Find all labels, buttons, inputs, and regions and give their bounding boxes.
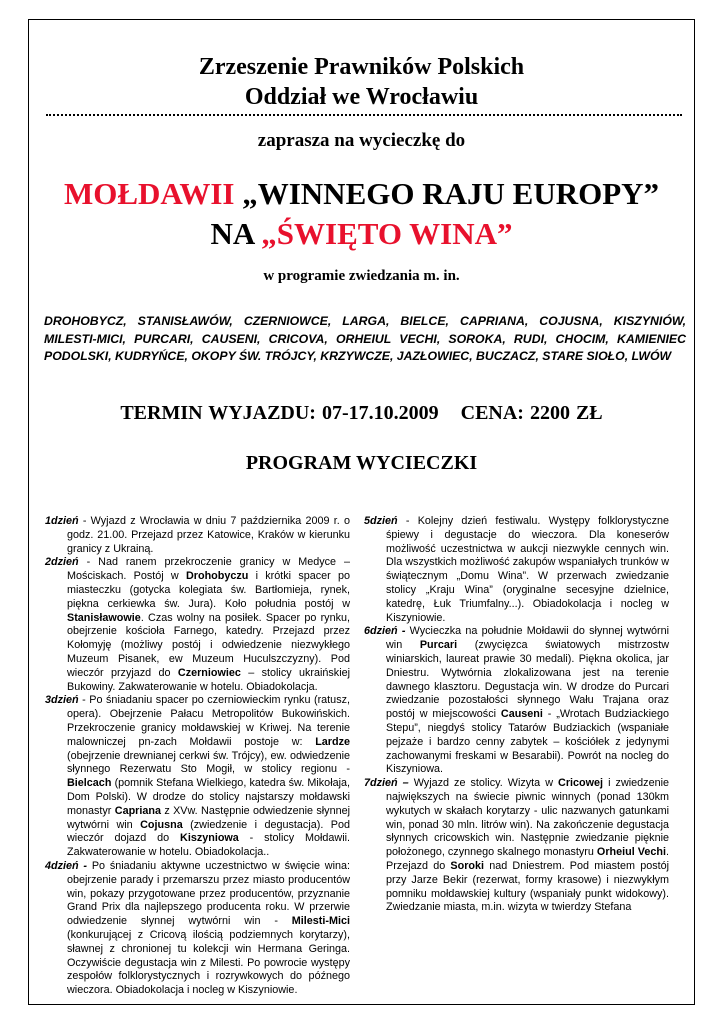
place-bielce: Bielcach [67, 777, 112, 790]
place-soroka: Soroki [450, 859, 485, 872]
places-list: DROHOBYCZ, STANISŁAWÓW, CZERNIOWCE, LARGA, BIELCE, CAPRIANA, COJUSNA, KISZYNIÓW, MILESTI-MICI, PURCARI, CAUSENI, CRICOVA, ORHEIUL VECHI, SOROKA, RUDI, CHOCIM, KAMIENIEC PODOLSKI, KUDRYŃCE, OKOPY ŚW. TRÓJCY, KRZYWCZE, JAZŁOWIEC, BUCZACZ, STARE SIOŁO, LWÓW [44, 314, 686, 363]
trip-price: CENA: 2200 ZŁ [460, 402, 603, 424]
invite-line: zaprasza na wycieczkę do [257, 130, 466, 151]
trip-info [28, 402, 695, 425]
day-6-text: Wycieczka na południe Mołdawii do słynnej wytwórni win [386, 625, 669, 652]
day-6-text: - „Wrotach Budziackiego Stepu”, niegdyś stolicy Tatarów Budziackich (wspaniałe pejzaże i bardzo cenny zabytek – kościółek z jedynymi zachowanymi freskami w Besarabii). Powrót na nocleg do Kiszyniowa. [386, 708, 670, 776]
day-3-text: - stolicy Mołdawii. Zakwaterowanie w hotelu. Obiadokolacja.. [67, 832, 350, 859]
day-1-text: - Wyjazd z Wrocławia w dniu 7 października 2009 r. o godz. 21.00. Przejazd przez Katowice, Kraków w kierunku granicy z Ukrainą. [67, 515, 350, 555]
place-cricova: Cricowej [558, 777, 604, 790]
day-1 [45, 515, 350, 556]
day-3-text: (pomnik Stefana Wielkiego, katedra św. Mikołaja, Dom Polski). W drodze do stolicy najstarszy mołdawski monastyr [67, 777, 350, 817]
day-7-text: nad Dniestrem. Pod miastem postój przy Jarze Bekir (rezerwat, formy krasowe) i niezwykłym pomniku mołdawskiej kultury (wspaniały punkt widokowy). Zwiedzanie miasta, m.in. wizyta w twierdzy Stefana [386, 859, 670, 914]
day-3-text: z XVw. Następnie odwiedzenie słynnej wytwórni win [67, 804, 350, 831]
day-4-text: Po śniadaniu aktywne uczestnictwo w święcie wina: obejrzenie parady i przemarszu przez miasto producentów win, pokazy przygotowane przez producentów, przyznanie Grand Prix dla najlepszego producenta roku. W przerwie odwiedzenie słynnej wytwórni win - [67, 859, 350, 928]
place-capriana: Capriana [114, 804, 161, 817]
day-3 [45, 694, 350, 860]
day-3-text: (zwiedzenie i degustacja). Pod wieczór dojazd do [67, 818, 350, 845]
day-4 [45, 860, 350, 998]
place-drohobycz: Drohobyczu [185, 570, 249, 583]
title-swieto-wina: „ŚWIĘTO WINA” [261, 216, 513, 251]
dotted-divider [46, 114, 682, 116]
day-3-text: - Po śniadaniu spacer po czerniowieckim rynku (ratusz, opera). Obejrzenie Pałacu Metropolitów Bukowińskich. Przekroczenie granicy mołdawskiej w Kriwej. Na terenie malowniczej pn-zach Mołdawii postoje w: [67, 694, 350, 748]
place-causeni: Causeni [500, 708, 543, 721]
place-milesti-mici: Milesti-Mici [291, 915, 350, 928]
title-winnego-raju: „WINNEGO RAJU EUROPY” [242, 176, 660, 211]
program-subtitle: w programie zwiedzania m. in. [263, 268, 460, 284]
program-column-right [364, 515, 669, 915]
main-title [28, 174, 695, 254]
title-moldawii: MOŁDAWII [63, 176, 235, 211]
organization-heading [28, 52, 695, 112]
day-5-label: 5dzień [364, 515, 398, 527]
place-kiszyniow: Kiszyniowa [180, 832, 239, 845]
day-7-text: Wyjazd ze stolicy. Wizyta w [408, 777, 559, 790]
day-3-label: 3dzień [45, 694, 79, 707]
day-7-text: . Przejazd do [386, 846, 669, 872]
place-orheiul-vechi: Orheiul Vechi [596, 846, 666, 859]
main-title-line1 [28, 174, 695, 214]
place-purcari: Purcari [419, 639, 458, 652]
day-4-text: (konkurującej z Cricovą ilością podziemnych korytarzy), sławnej z chronionej tu kolekcji win Hermana Geringa. Oczywiście degustacja win z Milesti. Po powrocie występy zespołów folklorystycznych i rozrywkowych do późnego wieczora. Obiadokolacja i nocleg w Kiszyniowie. [67, 928, 350, 997]
day-6 [364, 625, 669, 777]
day-1-label: 1dzień [45, 515, 79, 527]
title-na: NA [210, 216, 254, 251]
place-larga: Lardze [315, 735, 350, 748]
day-3-text: (obejrzenie drewnianej cerkwi św. Trójcy), ew. odwiedzenie słynnego Rezerwatu Sto Mogił, w stolicy regionu - [67, 749, 350, 776]
day-4-label: 4dzień - [45, 859, 88, 872]
day-6-label: 6dzień - [364, 625, 406, 638]
org-name: Zrzeszenie Prawników Polskich [198, 54, 525, 80]
program-column-left [45, 515, 350, 998]
day-5-text: - Kolejny dzień festiwalu. Występy folklorystyczne śpiewy i degustacje do wieczora. Dla koneserów możliwość uczestnictwa w aukcji niezwykle cennych win. Dla wszystkich możliwość zakupów wspaniałych trunków w świątecznym „Domu Wina”. W przerwach zwiedzanie stolicy „Kraju Wina” (oryginalne secesyjne dzielnice, katedrę, Łuk Triumfalny...). Obiadokolacja i nocleg w Kiszyniowie. [386, 515, 669, 624]
day-5 [364, 515, 669, 625]
day-7-text: i zwiedzenie największych na świecie piwnic winnych (ponad 130km wykutych w skałach korytarzy - ulic nazwanych gatunkami win, ponad 30 mln. litrów win). Na zakończenie degustacja słynnych cricowskich win. Następnie zwiedzanie pięknie położonego, czynnego skalnego monastyru [386, 777, 669, 859]
org-branch: Oddział we Wrocławiu [244, 84, 479, 110]
day-7-label: 7dzień – [364, 777, 409, 790]
main-title-line2 [28, 214, 695, 254]
day-2 [45, 556, 350, 694]
day-2-text: - Nad ranem przekroczenie granicy w Medyce – Mościskach. Postój w [67, 556, 350, 583]
place-stanislawow: Stanisławowie [67, 611, 141, 624]
place-czerniowce: Czerniowiec [177, 666, 241, 679]
place-cojusna: Cojusna [140, 818, 183, 831]
day-2-label: 2dzień [45, 556, 79, 569]
day-2-text: . Czas wolny na posiłek. Spacer po rynku, obejrzenie kościoła Farnego, katedry. Przejazd przez Kołomyję (możliwy postój i odwiedzenie niezwykłego Muzeum Pisanek, ew Muzeum Huculszczyzny). Pod wieczór przyjazd do [67, 611, 350, 679]
trip-date: TERMIN WYJAZDU: 07-17.10.2009 [120, 402, 439, 424]
day-7 [364, 777, 669, 915]
day-2-text: – stolicy ukraińskiej Bukowiny. Zakwaterowanie w hotelu. Obiadokolacja. [67, 666, 350, 693]
program-title: PROGRAM WYCIECZKI [245, 452, 478, 474]
day-2-text: i krótki spacer po miasteczku (gotycka kolegiata św. Bartłomieja, rynek, piękna cerkiewka św. Jura). Koło południa postój w [67, 570, 351, 610]
day-6-text: (zwycięzca światowych mistrzostw winiarskich, laureat prawie 30 medali). Piękna okolica, jar Dniestru. Wytwórnia zlokalizowana jest na terenie dawnego klasztoru. Degustacja win. W drodze do Purcari zwiedzanie pozostałości słynnego Wału Trajana oraz postój w miejscowości [386, 639, 670, 721]
